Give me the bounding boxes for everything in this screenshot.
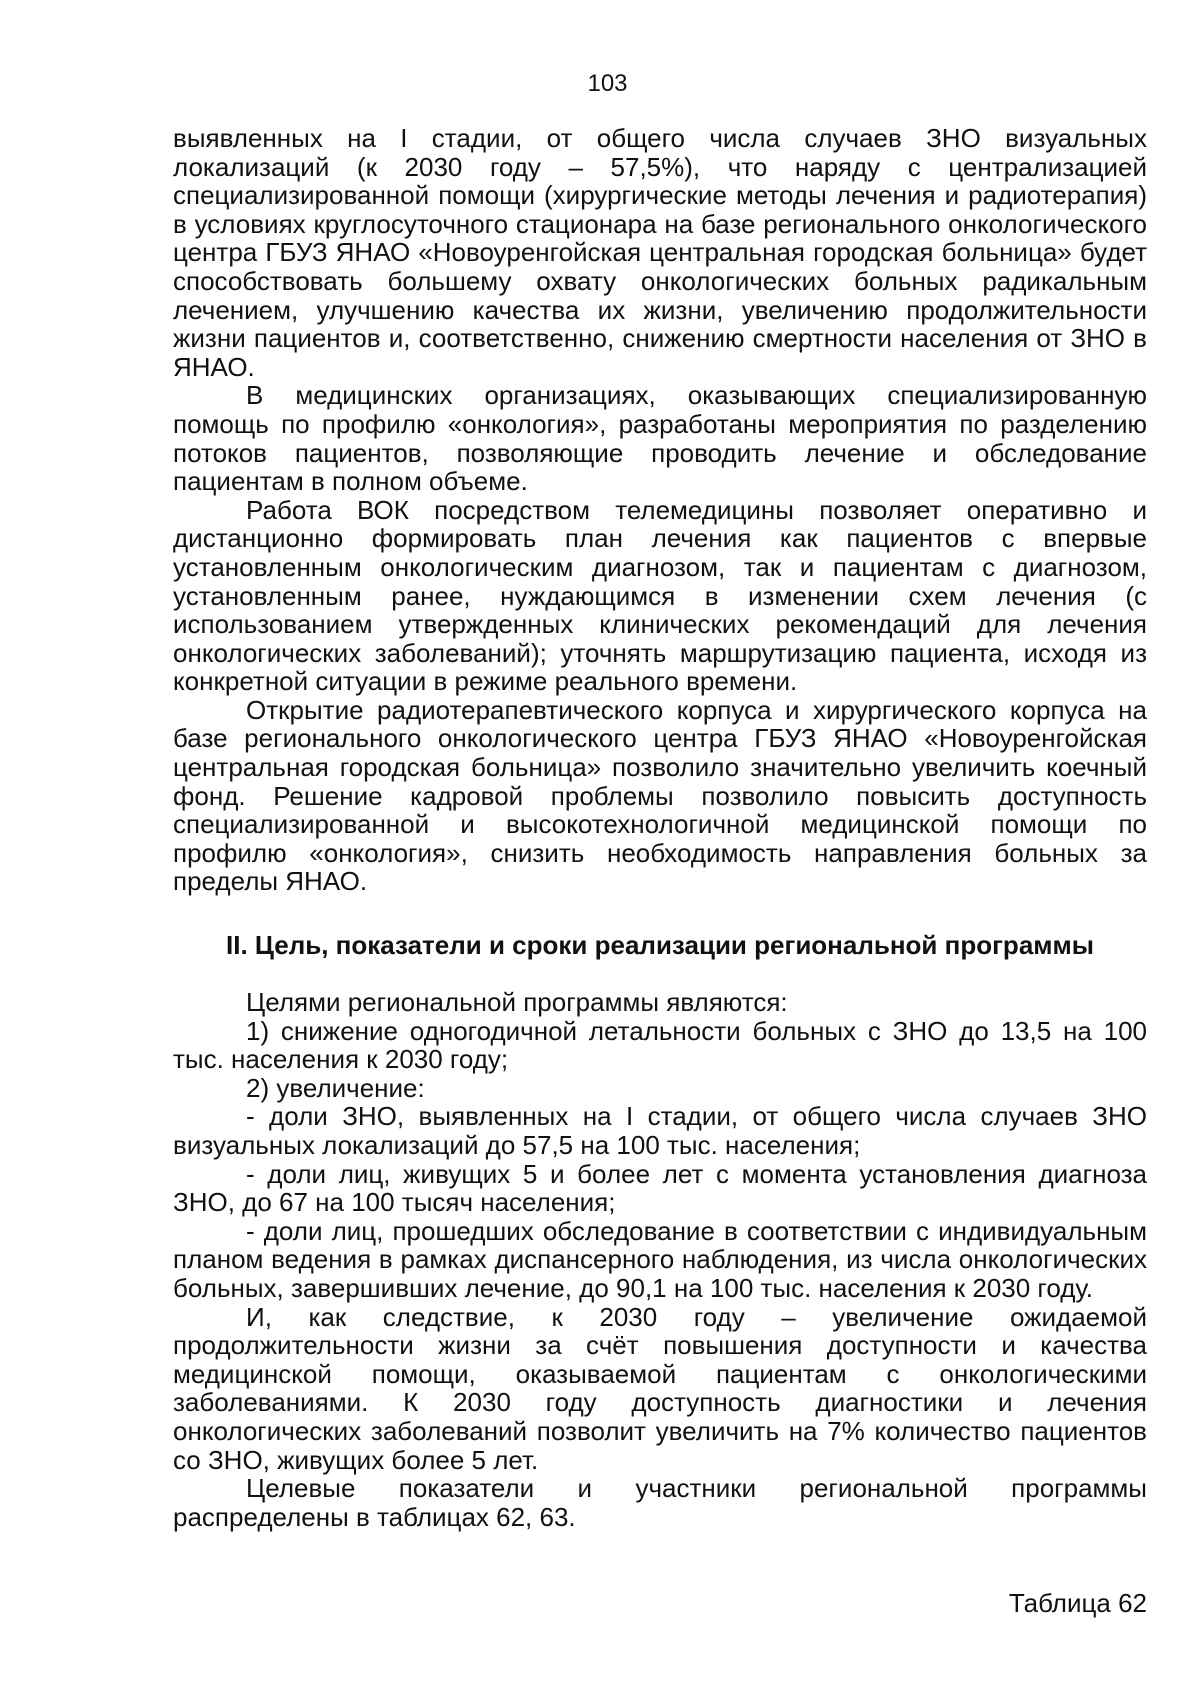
list-item: - доли лиц, прошедших обследование в соответствии с индивидуальным планом ведения в рамках диспансерного наблюдения, из числа онкологических больных, завершивших лечение, до 90,1 на 100 тыс. населения к 2030 году. xyxy=(173,1215,1147,1303)
paragraph: Целями региональной программы являются: xyxy=(246,987,788,1017)
page-number: 103 xyxy=(587,70,628,97)
paragraph: Открытие радиотерапевтического корпуса и хирургического корпуса на базе регионального онкологического центра ГБУЗ ЯНАО «Новоуренгойская центральная городская больница» позволило значительно увеличить коечный фонд. Решение кадровой проблемы позволило повысить доступность специализированной и высокотехнологичной медицинской помощи по профилю «онкология», снизить необходимость направления больных за пределы ЯНАО. xyxy=(173,694,1147,897)
list-item: - доли ЗНО, выявленных на I стадии, от общего числа случаев ЗНО визуальных локализаций до 57,5 на 100 тыс. населения; xyxy=(173,1101,1147,1160)
intro-section xyxy=(173,124,1147,896)
section-heading: II. Цель, показатели и сроки реализации региональной программы xyxy=(226,930,1094,960)
paragraph: И, как следствие, к 2030 году – увеличение ожидаемой продолжительности жизни за счёт повышения доступности и качества медицинской помощи, оказываемой пациентам с онкологическими заболеваниями. К 2030 году доступность диагностики и лечения онкологических заболеваний позволит увеличить на 7% количество пациентов со ЗНО, живущих более 5 лет. xyxy=(173,1301,1147,1475)
list-item: - доли лиц, живущих 5 и более лет с момента установления диагноза ЗНО, до 67 на 100 тысяч населения; xyxy=(173,1158,1147,1218)
goals-section xyxy=(173,988,1147,1531)
list-item: 2) увеличение: xyxy=(246,1072,425,1103)
paragraph: Целевые показатели и участники региональной программы распределены в таблицах 62, 63. xyxy=(173,1473,1147,1532)
paragraph: В медицинских организациях, оказывающих специализированную помощь по профилю «онкология», разработаны мероприятия по разделению потоков пациентов, позволяющие проводить лечение и обследование пациентам в полном объеме. xyxy=(173,380,1147,497)
list-item: 1) снижение одногодичной летальности больных с ЗНО до 13,5 на 100 тыс. населения к 2030 году; xyxy=(173,1015,1147,1075)
paragraph: Работа ВОК посредством телемедицины позволяет оперативно и дистанционно формировать план лечения как пациентов с впервые установленным онкологическим диагнозом, так и пациентам с диагнозом, установленным ранее, нуждающимся в изменении схем лечения (с использованием утвержденных клинических рекомендаций для лечения онкологических заболеваний); уточнять маршрутизацию пациента, исходя из конкретной ситуации в режиме реального времени. xyxy=(173,494,1147,697)
paragraph: выявленных на I стадии, от общего числа случаев ЗНО визуальных локализаций (к 2030 году – 57,5%), что наряду с централизацией специализированной помощи (хирургические методы лечения и радиотерапия) в условиях круглосуточного стационара на базе регионального онкологического центра ГБУЗ ЯНАО «Новоуренгойская центральная городская больница» будет способствовать большему охвату онкологических больных радикальным лечением, улучшению качества их жизни, увеличению продолжительности жизни пациентов и, соответственно, снижению смертности населения от ЗНО в ЯНАО. xyxy=(173,123,1147,382)
table-caption: Таблица 62 xyxy=(1008,1588,1147,1618)
